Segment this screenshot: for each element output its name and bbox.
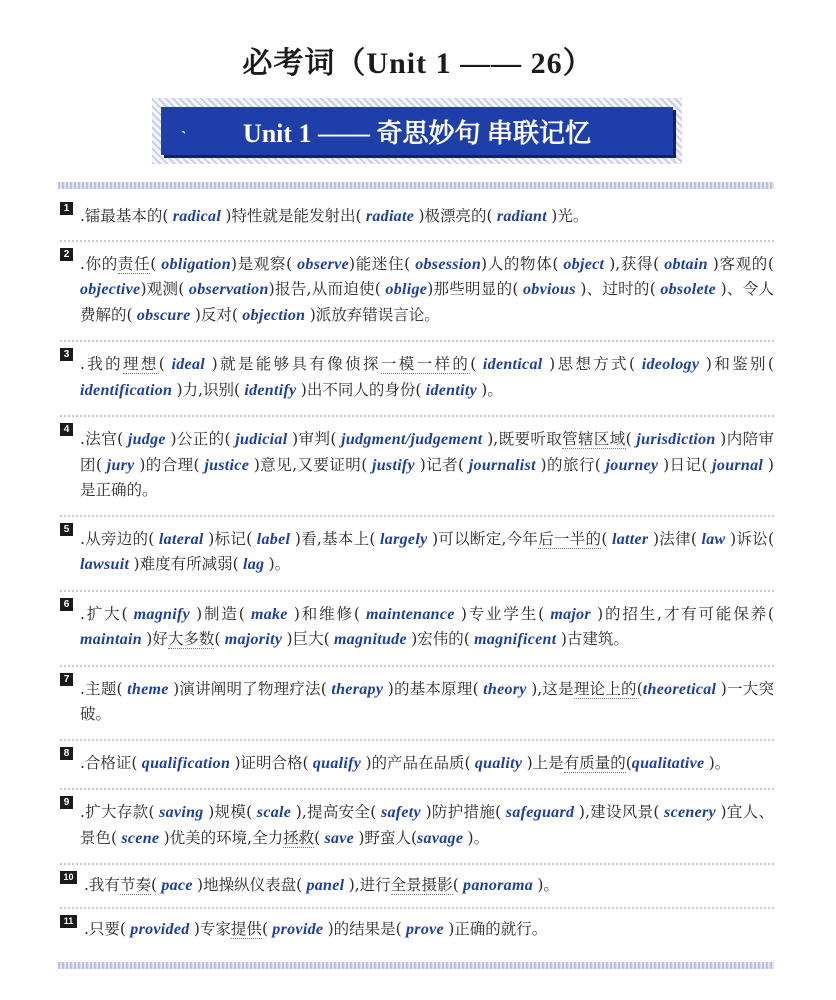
item-number-badge: 9 <box>60 796 73 809</box>
sentence-text: )的基本原理( <box>387 679 479 698</box>
sentence-text: )反对( <box>194 305 238 324</box>
sentence-text: ( <box>158 355 165 373</box>
sentence-text: )是正确的。 <box>80 455 774 499</box>
sentence-text: )一大突破。 <box>80 679 774 723</box>
banner-tick-mark: ˎ <box>181 117 187 134</box>
vocab-word: lag <box>238 556 269 573</box>
sentence-text: .扩大存款( <box>80 803 155 821</box>
sentence-text: )客观的( <box>712 254 774 273</box>
vocab-word: justice <box>199 456 254 474</box>
underlined-phrase: 提供 <box>230 919 262 938</box>
vocab-word: justify <box>367 456 420 474</box>
sentence-text: )意见,又要证明( <box>253 455 368 474</box>
sentence-text: .主题( <box>80 679 123 698</box>
sentence-text: ( <box>150 254 157 273</box>
sentence-text: )标记( <box>208 529 253 548</box>
vocab-word: obligation <box>156 255 231 273</box>
bottom-divider <box>58 962 774 969</box>
sentence-item <box>60 788 774 863</box>
vocab-word: obsolete <box>655 281 721 298</box>
vocab-word: save <box>320 829 359 847</box>
sentence-text: ),提高安全( <box>295 803 377 821</box>
vocab-word: label <box>252 530 295 548</box>
sentence-text: )和维修( <box>293 604 360 623</box>
sentence-item <box>60 340 774 415</box>
vocab-word: jurisdiction <box>631 431 721 448</box>
sentence-text: )思想方式( <box>549 355 636 373</box>
vocab-word: scene <box>117 829 164 847</box>
sentence-item <box>60 863 774 907</box>
sentence-text: )。 <box>268 555 291 573</box>
sentence-text: )审判( <box>292 430 337 448</box>
sentence-text: )出不同人的身份( <box>300 380 422 399</box>
sentence-text: )。 <box>481 380 503 399</box>
sentence-text: .合格证( <box>80 753 138 772</box>
sentence-text: .我的 <box>80 355 124 373</box>
sentence-text: )宜人、景色( <box>80 803 774 847</box>
sentence-text: .我有 <box>84 876 120 894</box>
vocab-word: radiant <box>492 208 552 225</box>
sentence-text: )、过时的( <box>580 280 656 298</box>
sentence-text: )的招生,才有可能保养( <box>597 604 774 623</box>
vocab-word: magnitude <box>329 631 412 648</box>
sentence-text: )法律( <box>652 529 697 548</box>
vocab-word: largely <box>375 530 433 548</box>
sentence-text: )公正的( <box>170 430 231 448</box>
vocab-word: provide <box>268 920 328 938</box>
sentence-text: )能迷住( <box>349 254 411 273</box>
vocab-word: obsession <box>410 255 482 273</box>
vocab-word: prove <box>401 920 449 938</box>
vocab-word: latter <box>607 530 653 548</box>
vocab-word: savage <box>417 829 468 847</box>
sentence-text: ),进行 <box>348 876 391 894</box>
sentence-text: )专业学生( <box>460 604 545 623</box>
vocab-word: magnificent <box>469 631 561 648</box>
unit-banner-frame <box>152 98 682 164</box>
sentence-text: )的产品在品质( <box>365 753 471 772</box>
sentence-item <box>60 515 774 590</box>
sentence-text: )记者( <box>419 455 465 474</box>
sentence-text: )。 <box>708 753 731 772</box>
sentence-text: ( <box>636 679 643 698</box>
vocab-word: journey <box>600 456 664 474</box>
vocab-word: journalist <box>464 456 541 474</box>
sentence-text: .法官( <box>80 430 124 448</box>
vocab-word: qualitative <box>631 754 709 772</box>
vocab-word: scenery <box>659 804 721 821</box>
sentence-text: ),建设风景( <box>578 803 660 821</box>
sentence-item <box>60 907 774 951</box>
vocab-word: theory <box>478 680 532 698</box>
item-number-badge: 10 <box>60 871 77 884</box>
sentence-text: )难度有所减弱( <box>133 555 239 573</box>
vocab-word: ideal <box>164 356 212 373</box>
sentence-text: )的结果是( <box>327 919 402 938</box>
vocab-word: judgment/judgement <box>336 431 488 448</box>
vocab-word: radical <box>168 208 226 225</box>
sentence-text: .镭最基本的( <box>80 207 169 225</box>
sentence-text: )是观察( <box>230 254 293 273</box>
sentence-text: ),这是 <box>531 679 574 698</box>
sentence-text: )极漂亮的( <box>418 207 493 225</box>
vocab-word: make <box>244 605 294 623</box>
vocab-word: provided <box>125 920 194 938</box>
sentence-item <box>60 590 774 665</box>
sentence-text: .从旁边的( <box>80 529 155 548</box>
vocab-word: safety <box>376 804 426 821</box>
vocab-word: magnify <box>127 605 197 623</box>
sentence-item <box>60 665 774 739</box>
sentence-text: )规模( <box>208 803 253 821</box>
vocab-word: identity <box>421 381 482 399</box>
sentence-text: )可以断定,今年 <box>432 529 539 548</box>
vocab-word: observation <box>184 281 269 298</box>
underlined-phrase: 节奏 <box>119 876 151 894</box>
sentence-text: )。 <box>537 876 559 894</box>
sentence-text: ( <box>261 919 268 938</box>
sentence-text: )人的物体( <box>481 254 559 273</box>
item-number-badge: 1 <box>60 202 73 215</box>
sentence-text: .只要( <box>84 919 126 938</box>
sentence-item <box>60 415 774 515</box>
sentence-text: )看,基本上( <box>294 529 376 548</box>
vocab-word: panorama <box>458 877 538 894</box>
sentence-text: )演讲阐明了物理疗法( <box>173 679 327 698</box>
vocab-word: obtain <box>659 255 713 273</box>
sentence-text: )的旅行( <box>540 455 601 474</box>
sentence-text: )古建筑。 <box>560 630 629 648</box>
vocab-word: theoretical <box>642 680 721 698</box>
underlined-phrase: 理想 <box>123 355 159 373</box>
vocab-word: qualify <box>308 754 366 772</box>
sentence-text: )宏伟的( <box>411 630 470 648</box>
underlined-phrase: 拯救 <box>283 828 315 847</box>
vocab-word: identify <box>240 381 301 399</box>
vocab-word: judge <box>123 431 171 448</box>
sentence-item <box>60 196 774 240</box>
sentence-text: )派放弃错误言论。 <box>309 305 440 324</box>
sentence-text: )内陪审团( <box>80 430 774 474</box>
sentence-item <box>60 240 774 341</box>
sentence-text: ),获得( <box>609 254 660 273</box>
sentence-text: )力,识别( <box>176 380 241 399</box>
vocab-word: jury <box>101 456 140 474</box>
item-number-badge: 2 <box>60 248 73 261</box>
vocab-word: identification <box>80 381 177 399</box>
vocab-word: pace <box>157 877 198 894</box>
vocab-word: scale <box>252 804 296 821</box>
sentence-text: )专家 <box>193 919 231 938</box>
underlined-phrase: 全景摄影 <box>390 876 453 894</box>
sentence-text: )巨大( <box>286 630 330 648</box>
sentence-text: ( <box>470 355 477 373</box>
vocab-word: ideology <box>635 356 706 373</box>
vocab-word: oblige <box>380 281 428 298</box>
sentence-text: )的合理( <box>139 455 200 474</box>
vocab-word: identical <box>476 356 550 373</box>
vocab-word: theme <box>122 680 174 698</box>
item-number-badge: 6 <box>60 598 73 611</box>
underlined-phrase: 管辖区域 <box>562 430 626 448</box>
underlined-phrase: 理论上的 <box>573 679 637 698</box>
sentence-text: )防护措施( <box>425 803 502 821</box>
sentence-text: )和鉴别( <box>705 355 774 373</box>
sentence-text: )地操纵仪表盘( <box>197 876 303 894</box>
top-divider <box>58 182 774 189</box>
vocab-word: safeguard <box>501 804 579 821</box>
unit-banner-text: Unit 1 —— 奇思妙句 串联记忆 <box>242 118 592 148</box>
sentence-text: )特性就是能发射出( <box>225 207 362 225</box>
underlined-phrase: 一模一样的 <box>380 355 471 373</box>
vocab-word: quality <box>470 754 527 772</box>
vocab-word: panel <box>302 877 349 894</box>
vocab-word: object <box>558 255 610 273</box>
sentence-text: )就是能够具有像侦探 <box>211 355 381 373</box>
vocab-word: law <box>696 530 731 548</box>
vocab-word: objective <box>80 281 141 298</box>
item-number-badge: 11 <box>60 915 77 928</box>
vocab-word: majority <box>220 631 287 648</box>
item-number-badge: 3 <box>60 348 73 361</box>
sentence-text: )那些明显的( <box>427 280 519 298</box>
sentence-text: )观测( <box>140 280 185 298</box>
item-number-badge: 5 <box>60 523 73 536</box>
sentence-text: ( <box>625 753 632 772</box>
sentence-text: )报告,从而迫使( <box>268 280 381 298</box>
sentence-text: )上是 <box>526 753 564 772</box>
sentence-list <box>60 196 774 950</box>
sentence-text: )、令人费解的( <box>80 280 774 324</box>
vocab-word: judicial <box>230 431 293 448</box>
vocab-word: objection <box>237 306 310 324</box>
sentence-text: )。 <box>467 828 490 847</box>
sentence-text: )野蛮人( <box>358 828 417 847</box>
vocab-word: obscure <box>132 306 195 324</box>
vocab-word: saving <box>154 804 209 821</box>
vocab-word: lawsuit <box>80 556 134 573</box>
sentence-text: ( <box>625 430 632 448</box>
item-number-badge: 4 <box>60 423 73 436</box>
sentence-text: )诉讼( <box>730 529 774 548</box>
sentence-text: )制造( <box>196 604 245 623</box>
sentence-text: .扩大( <box>80 604 128 623</box>
vocab-word: therapy <box>326 680 388 698</box>
vocab-word: lateral <box>154 530 209 548</box>
vocab-word: maintain <box>80 631 147 648</box>
sentence-text: ( <box>452 876 459 894</box>
sentence-text: ( <box>314 828 321 847</box>
item-number-badge: 8 <box>60 747 73 760</box>
underlined-phrase: 责任 <box>117 254 151 273</box>
underlined-phrase: 后一半的 <box>538 529 602 548</box>
sentence-text: .你的 <box>80 254 118 273</box>
vocab-word: qualification <box>137 754 235 772</box>
sentence-text: ),既要听取 <box>487 430 563 448</box>
vocab-word: journal <box>707 456 768 474</box>
sentence-text: ( <box>150 876 158 894</box>
sentence-text: )证明合格( <box>234 753 309 772</box>
vocab-word: maintenance <box>359 605 461 623</box>
sentence-text: )日记( <box>663 455 708 474</box>
vocab-word: major <box>544 605 598 623</box>
underlined-phrase: 有质量的 <box>563 753 626 772</box>
sentence-item <box>60 739 774 789</box>
sentence-text: )好 <box>146 630 168 648</box>
sentence-text: ( <box>601 529 608 548</box>
sentence-text: )光。 <box>551 207 589 225</box>
sentence-text: )正确的就行。 <box>448 919 548 938</box>
vocab-word: radiate <box>361 208 419 225</box>
underlined-phrase: 大多数 <box>167 630 215 648</box>
item-number-badge: 7 <box>60 673 73 686</box>
vocab-word: obvious <box>518 281 581 298</box>
unit-banner <box>161 107 673 155</box>
sentence-text: )优美的环境,全力 <box>163 828 284 847</box>
vocab-word: observe <box>292 255 349 273</box>
sentence-text: ( <box>214 630 221 648</box>
page-title: 必考词（Unit 1 —— 26） <box>242 47 594 80</box>
